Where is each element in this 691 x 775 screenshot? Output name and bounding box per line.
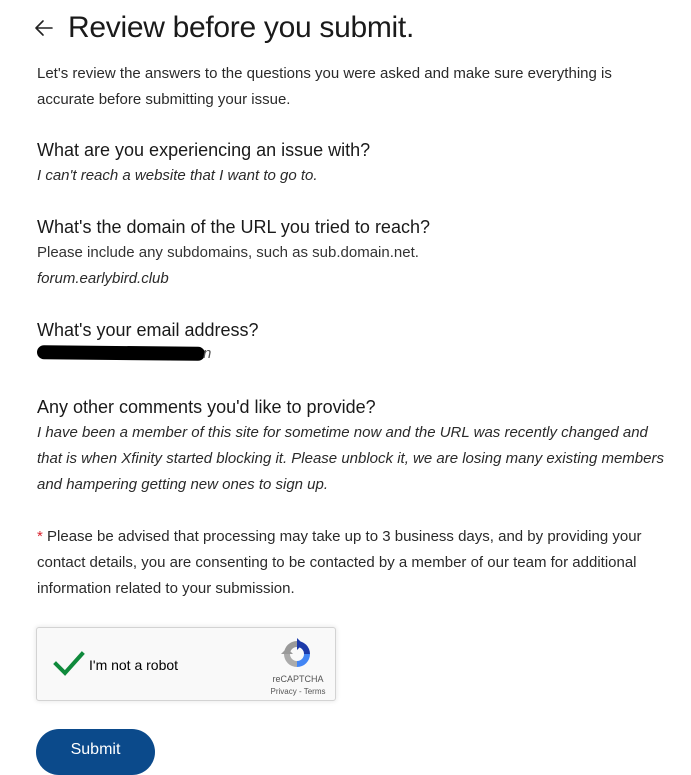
answer-value: I can't reach a website that I want to go to.: [37, 167, 318, 184]
question-hint: Please include any subdomains, such as sub.domain.net.: [37, 244, 419, 261]
intro-text: Let's review the answers to the questions you were asked and make sure everything is accurate before submitting your issue.: [37, 65, 612, 108]
recaptcha-brand: reCAPTCHA: [272, 674, 324, 684]
page-header: [34, 8, 414, 48]
redaction-bar: [37, 345, 205, 361]
redacted-email: [37, 343, 217, 363]
question-label: What's your email address?: [37, 320, 259, 340]
qa-domain: [37, 214, 677, 292]
required-asterisk: *: [37, 528, 43, 545]
recaptcha-widget: [36, 627, 336, 701]
notice-text: Please be advised that processing may take up to 3 business days, and by providing your contact details, you are consenting to be contacted by a member of our team for additional information related to your submission.: [37, 528, 642, 597]
question-label: Any other comments you'd like to provide?: [37, 397, 376, 417]
recaptcha-label[interactable]: I'm not a robot: [89, 657, 179, 673]
qa-comments: [37, 394, 677, 498]
processing-notice: [37, 524, 662, 602]
question-label: What are you experiencing an issue with?: [37, 140, 371, 160]
question-label: What's the domain of the URL you tried to reach?: [37, 217, 430, 237]
back-arrow-icon[interactable]: [34, 17, 56, 39]
answer-value: I have been a member of this site for sometime now and the URL was recently changed and that is when Xfinity started blocking it. Please unblock it, we are losing many existing members and hampering getting new ones to sign up.: [37, 424, 664, 493]
qa-issue-type: [37, 137, 677, 189]
answer-value: forum.earlybird.club: [37, 270, 169, 287]
redacted-email-tail: n: [203, 345, 212, 362]
recaptcha-terms-link[interactable]: Terms: [303, 687, 326, 696]
page-title: Review before you submit.: [68, 11, 414, 44]
answer-value: [37, 343, 677, 372]
qa-email: [37, 317, 677, 372]
checkmark-icon[interactable]: [53, 650, 85, 678]
recaptcha-link-separator: -: [296, 687, 304, 696]
recaptcha-links: [263, 687, 333, 696]
recaptcha-logo-icon: [281, 638, 313, 670]
recaptcha-privacy-link[interactable]: Privacy: [270, 687, 297, 696]
submit-button[interactable]: Submit: [36, 729, 155, 775]
